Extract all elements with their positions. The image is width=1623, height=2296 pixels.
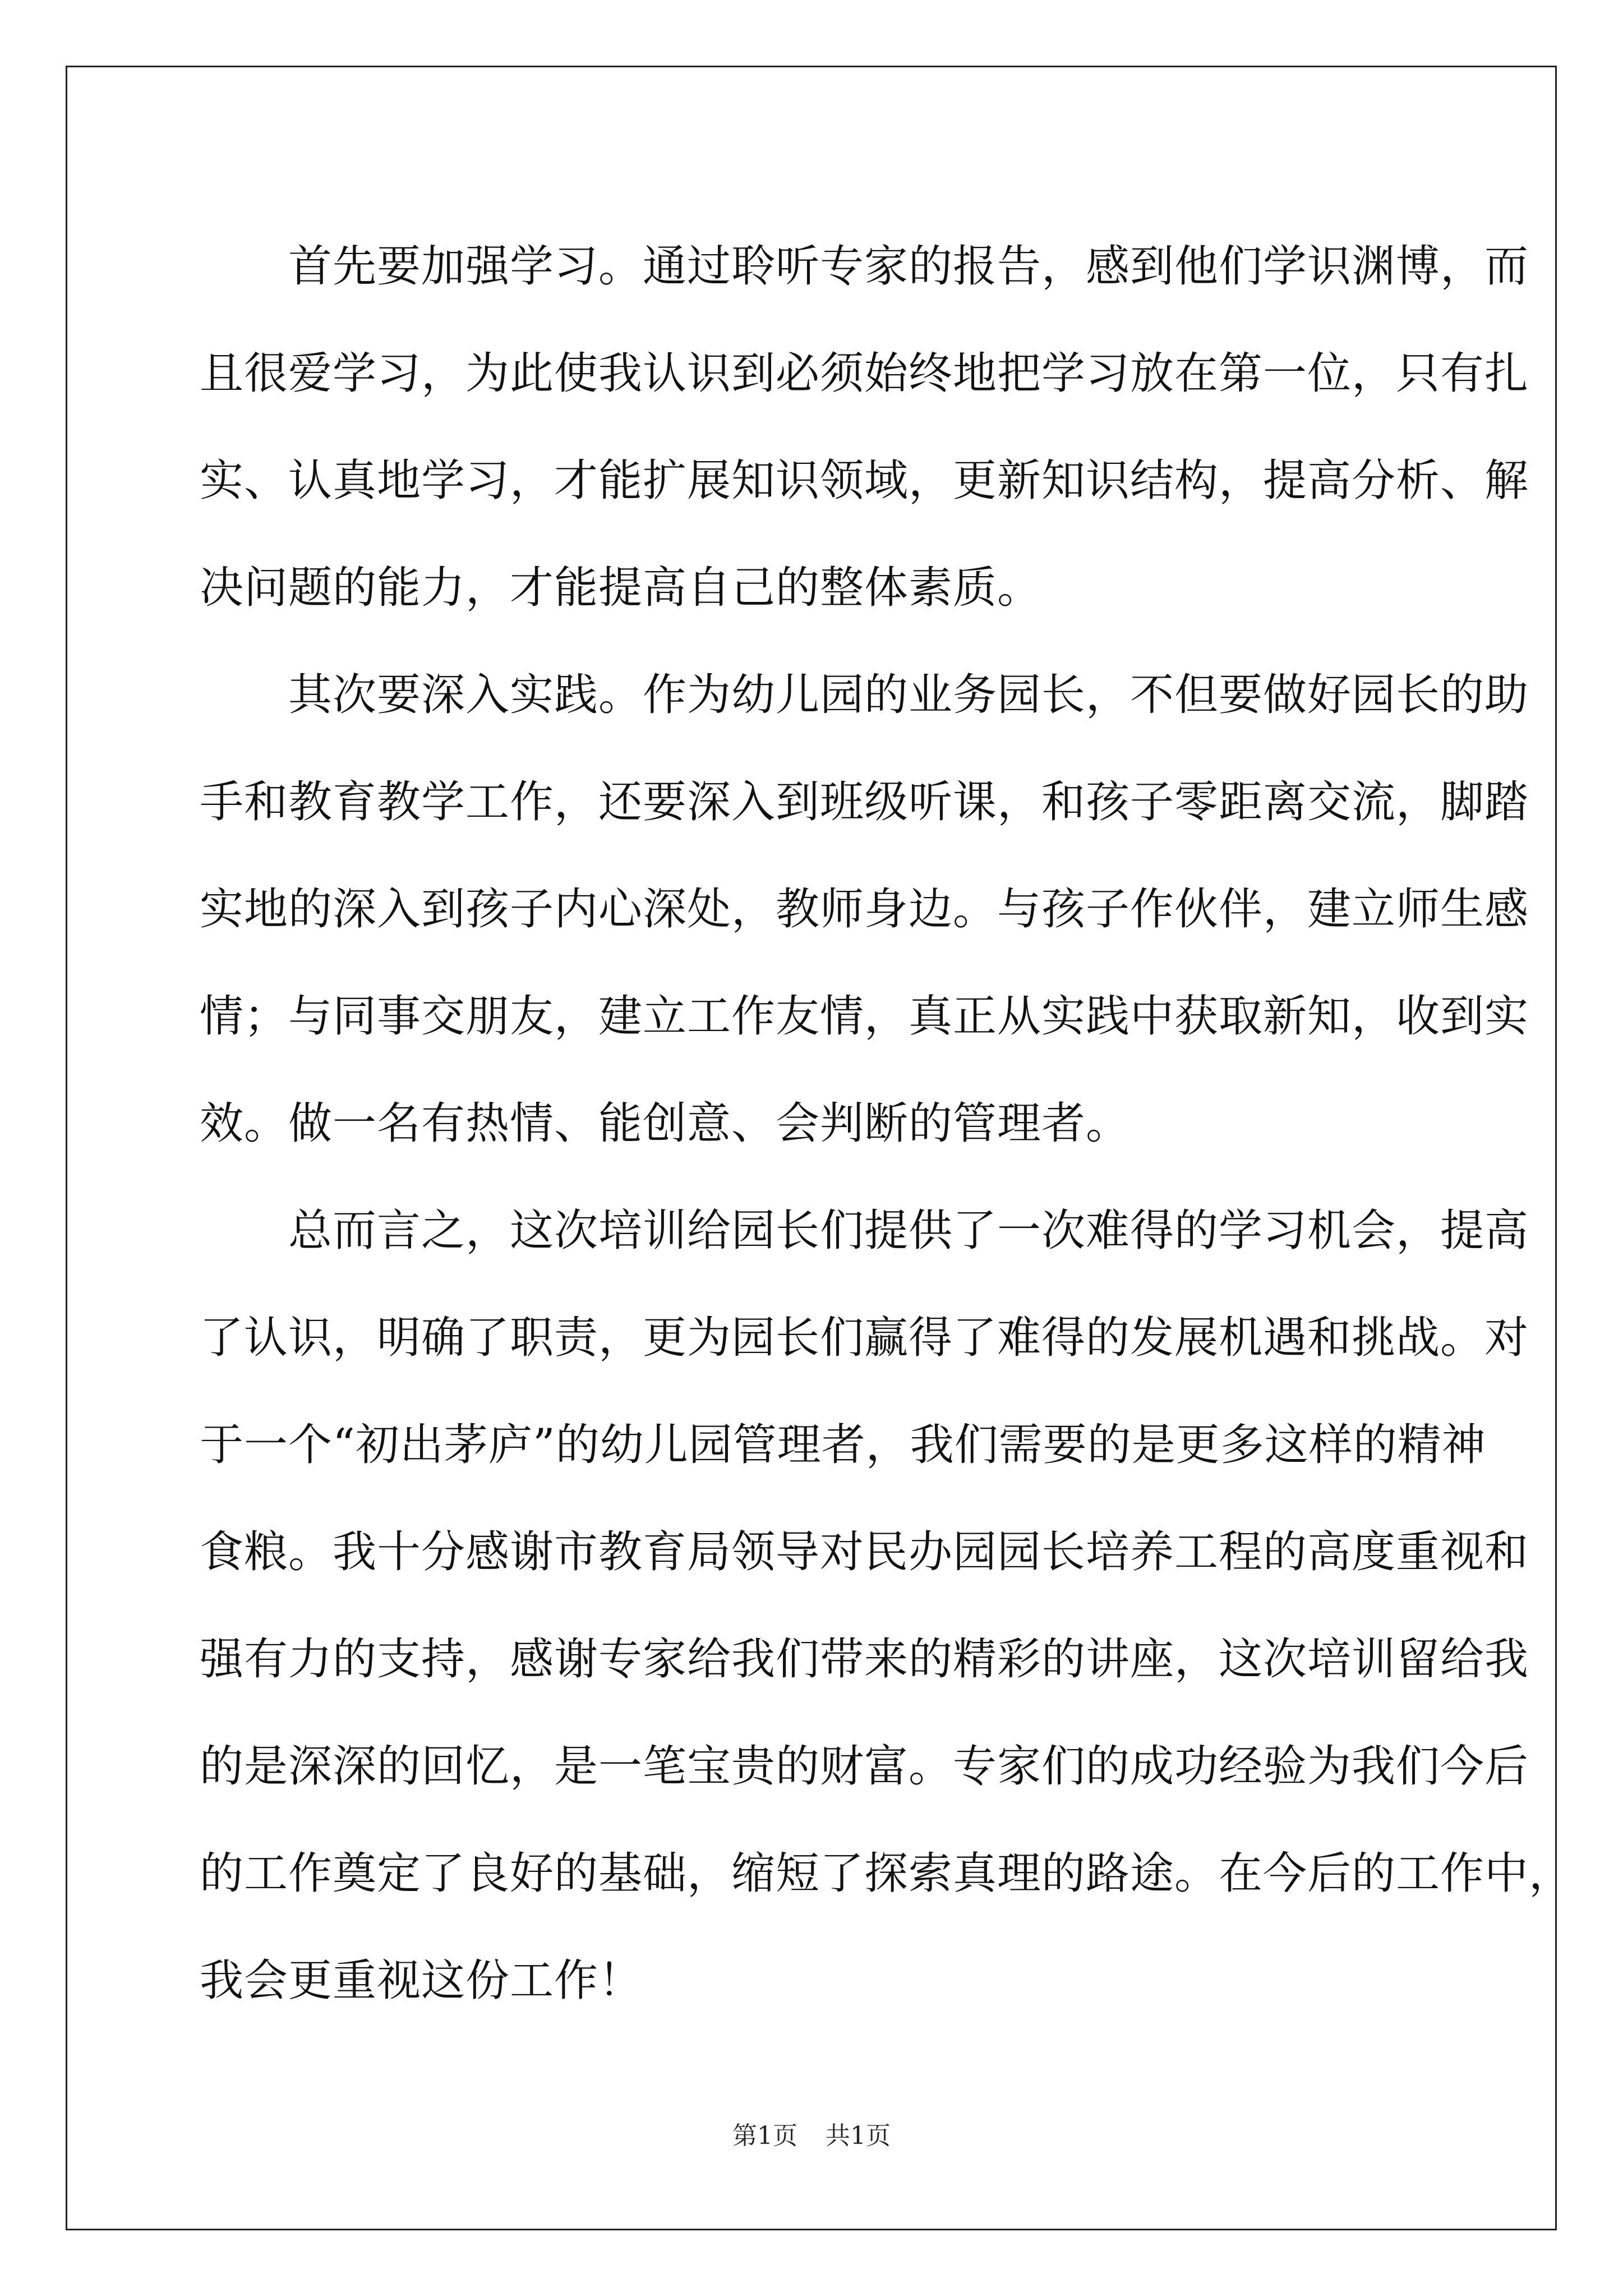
page-count: 共1页	[826, 2122, 891, 2150]
text-line: 了认识，明确了职责，更为园长们赢得了难得的发展机遇和挑战。对	[200, 1313, 1529, 1363]
text-line: 强有力的支持，感谢专家给我们带来的精彩的讲座，这次培训留给我	[200, 1634, 1529, 1685]
text-line: 效。做一名有热情、能创意、会判断的管理者。	[200, 1098, 1131, 1149]
text-line: 实地的深入到孩子内心深处，教师身边。与孩子作伙伴，建立师生感	[200, 884, 1529, 935]
text-line: 其次要深入实践。作为幼儿园的业务园长，不但要做好园长的助	[200, 670, 1529, 720]
text-line: 实、认真地学习，才能扩展知识领域，更新知识结构，提高分析、解	[200, 455, 1529, 506]
page-footer	[0, 2119, 1623, 2153]
text-line: 的工作奠定了良好的基础，缩短了探索真理的路途。在今后的工作中，	[200, 1848, 1574, 1899]
text-line: 首先要加强学习。通过聆听专家的报告，感到他们学识渊博，而	[200, 241, 1529, 292]
text-line: 食粮。我十分感谢市教育局领导对民办园园长培养工程的高度重视和	[200, 1527, 1529, 1577]
text-line: 情；与同事交朋友，建立工作友情，真正从实践中获取新知，收到实	[200, 991, 1529, 1042]
page-number: 第1页	[732, 2122, 797, 2150]
text-line: 手和教育教学工作，还要深入到班级听课，和孩子零距离交流，脚踏	[200, 777, 1529, 827]
text-line: 的是深深的回忆，是一笔宝贵的财富。专家们的成功经验为我们今后	[200, 1741, 1529, 1792]
text-line: 且很爱学习，为此使我认识到必须始终地把学习放在第一位，只有扎	[200, 348, 1529, 399]
text-line: 我会更重视这份工作！	[200, 1955, 643, 2006]
text-line: 决问题的能力，才能提高自己的整体素质。	[200, 563, 1042, 613]
text-line: 于一个“初出茅庐”的幼儿园管理者，我们需要的是更多这样的精神	[200, 1420, 1486, 1470]
document-body	[200, 213, 1574, 2035]
text-line: 总而言之，这次培训给园长们提供了一次难得的学习机会，提高	[200, 1205, 1529, 1256]
